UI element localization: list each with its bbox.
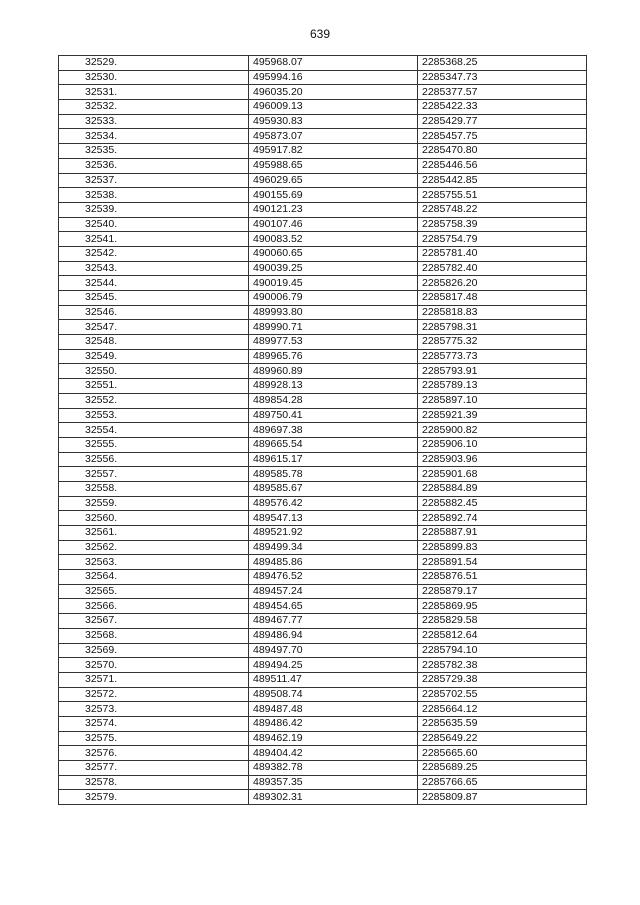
y-coordinate-cell: 2285635.59 bbox=[418, 716, 587, 731]
table-row bbox=[59, 716, 587, 731]
x-coordinate-cell: 490019.45 bbox=[249, 276, 418, 291]
y-coordinate-cell: 2285826.20 bbox=[418, 276, 587, 291]
table-row bbox=[59, 496, 587, 511]
point-number-cell: 32550. bbox=[59, 364, 249, 379]
table-row bbox=[59, 202, 587, 217]
table-row bbox=[59, 511, 587, 526]
y-coordinate-cell: 2285884.89 bbox=[418, 481, 587, 496]
y-coordinate-cell: 2285903.96 bbox=[418, 452, 587, 467]
point-number-cell: 32539. bbox=[59, 202, 249, 217]
table-row bbox=[59, 408, 587, 423]
x-coordinate-cell: 489585.67 bbox=[249, 481, 418, 496]
point-number-cell: 32565. bbox=[59, 584, 249, 599]
point-number-cell: 32576. bbox=[59, 746, 249, 761]
y-coordinate-cell: 2285758.39 bbox=[418, 217, 587, 232]
y-coordinate-cell: 2285789.13 bbox=[418, 379, 587, 394]
x-coordinate-cell: 490039.25 bbox=[249, 261, 418, 276]
table-row bbox=[59, 56, 587, 71]
point-number-cell: 32559. bbox=[59, 496, 249, 511]
y-coordinate-cell: 2285422.33 bbox=[418, 100, 587, 115]
y-coordinate-cell: 2285812.64 bbox=[418, 628, 587, 643]
coordinates-table bbox=[58, 55, 587, 805]
x-coordinate-cell: 489521.92 bbox=[249, 526, 418, 541]
point-number-cell: 32567. bbox=[59, 614, 249, 629]
y-coordinate-cell: 2285829.58 bbox=[418, 614, 587, 629]
point-number-cell: 32532. bbox=[59, 100, 249, 115]
point-number-cell: 32541. bbox=[59, 232, 249, 247]
x-coordinate-cell: 489585.78 bbox=[249, 467, 418, 482]
y-coordinate-cell: 2285892.74 bbox=[418, 511, 587, 526]
point-number-cell: 32537. bbox=[59, 173, 249, 188]
table-row bbox=[59, 672, 587, 687]
point-number-cell: 32563. bbox=[59, 555, 249, 570]
table-row bbox=[59, 70, 587, 85]
point-number-cell: 32529. bbox=[59, 56, 249, 71]
x-coordinate-cell: 489750.41 bbox=[249, 408, 418, 423]
x-coordinate-cell: 489665.54 bbox=[249, 437, 418, 452]
y-coordinate-cell: 2285748.22 bbox=[418, 202, 587, 217]
y-coordinate-cell: 2285818.83 bbox=[418, 305, 587, 320]
point-number-cell: 32534. bbox=[59, 129, 249, 144]
y-coordinate-cell: 2285775.32 bbox=[418, 335, 587, 350]
y-coordinate-cell: 2285794.10 bbox=[418, 643, 587, 658]
table-row bbox=[59, 775, 587, 790]
y-coordinate-cell: 2285906.10 bbox=[418, 437, 587, 452]
point-number-cell: 32547. bbox=[59, 320, 249, 335]
x-coordinate-cell: 495994.16 bbox=[249, 70, 418, 85]
x-coordinate-cell: 489302.31 bbox=[249, 790, 418, 805]
table-row bbox=[59, 85, 587, 100]
y-coordinate-cell: 2285773.73 bbox=[418, 349, 587, 364]
table-row bbox=[59, 232, 587, 247]
x-coordinate-cell: 490121.23 bbox=[249, 202, 418, 217]
x-coordinate-cell: 489467.77 bbox=[249, 614, 418, 629]
x-coordinate-cell: 489960.89 bbox=[249, 364, 418, 379]
table-row bbox=[59, 173, 587, 188]
table-row bbox=[59, 305, 587, 320]
point-number-cell: 32573. bbox=[59, 702, 249, 717]
table-row bbox=[59, 702, 587, 717]
y-coordinate-cell: 2285377.57 bbox=[418, 85, 587, 100]
table-row bbox=[59, 423, 587, 438]
x-coordinate-cell: 495988.65 bbox=[249, 158, 418, 173]
y-coordinate-cell: 2285817.48 bbox=[418, 291, 587, 306]
x-coordinate-cell: 489993.80 bbox=[249, 305, 418, 320]
table-row bbox=[59, 467, 587, 482]
point-number-cell: 32557. bbox=[59, 467, 249, 482]
x-coordinate-cell: 489487.48 bbox=[249, 702, 418, 717]
y-coordinate-cell: 2285702.55 bbox=[418, 687, 587, 702]
point-number-cell: 32546. bbox=[59, 305, 249, 320]
table-row bbox=[59, 540, 587, 555]
y-coordinate-cell: 2285754.79 bbox=[418, 232, 587, 247]
table-row bbox=[59, 188, 587, 203]
table-row bbox=[59, 437, 587, 452]
table-row bbox=[59, 393, 587, 408]
table-row bbox=[59, 555, 587, 570]
x-coordinate-cell: 489476.52 bbox=[249, 570, 418, 585]
x-coordinate-cell: 495873.07 bbox=[249, 129, 418, 144]
point-number-cell: 32551. bbox=[59, 379, 249, 394]
x-coordinate-cell: 489486.42 bbox=[249, 716, 418, 731]
x-coordinate-cell: 490060.65 bbox=[249, 246, 418, 261]
point-number-cell: 32561. bbox=[59, 526, 249, 541]
table-row bbox=[59, 261, 587, 276]
y-coordinate-cell: 2285809.87 bbox=[418, 790, 587, 805]
y-coordinate-cell: 2285755.51 bbox=[418, 188, 587, 203]
table-row bbox=[59, 379, 587, 394]
point-number-cell: 32533. bbox=[59, 114, 249, 129]
point-number-cell: 32531. bbox=[59, 85, 249, 100]
y-coordinate-cell: 2285891.54 bbox=[418, 555, 587, 570]
x-coordinate-cell: 489404.42 bbox=[249, 746, 418, 761]
y-coordinate-cell: 2285876.51 bbox=[418, 570, 587, 585]
x-coordinate-cell: 489499.34 bbox=[249, 540, 418, 555]
point-number-cell: 32562. bbox=[59, 540, 249, 555]
point-number-cell: 32575. bbox=[59, 731, 249, 746]
point-number-cell: 32556. bbox=[59, 452, 249, 467]
point-number-cell: 32560. bbox=[59, 511, 249, 526]
point-number-cell: 32571. bbox=[59, 672, 249, 687]
x-coordinate-cell: 489615.17 bbox=[249, 452, 418, 467]
y-coordinate-cell: 2285665.60 bbox=[418, 746, 587, 761]
y-coordinate-cell: 2285901.68 bbox=[418, 467, 587, 482]
point-number-cell: 32568. bbox=[59, 628, 249, 643]
point-number-cell: 32553. bbox=[59, 408, 249, 423]
point-number-cell: 32577. bbox=[59, 761, 249, 776]
point-number-cell: 32564. bbox=[59, 570, 249, 585]
y-coordinate-cell: 2285897.10 bbox=[418, 393, 587, 408]
y-coordinate-cell: 2285781.40 bbox=[418, 246, 587, 261]
x-coordinate-cell: 489977.53 bbox=[249, 335, 418, 350]
x-coordinate-cell: 496035.20 bbox=[249, 85, 418, 100]
y-coordinate-cell: 2285900.82 bbox=[418, 423, 587, 438]
y-coordinate-cell: 2285869.95 bbox=[418, 599, 587, 614]
x-coordinate-cell: 489508.74 bbox=[249, 687, 418, 702]
x-coordinate-cell: 489357.35 bbox=[249, 775, 418, 790]
table-row bbox=[59, 628, 587, 643]
point-number-cell: 32538. bbox=[59, 188, 249, 203]
x-coordinate-cell: 489928.13 bbox=[249, 379, 418, 394]
table-row bbox=[59, 129, 587, 144]
x-coordinate-cell: 495968.07 bbox=[249, 56, 418, 71]
y-coordinate-cell: 2285470.80 bbox=[418, 144, 587, 159]
table-row bbox=[59, 217, 587, 232]
point-number-cell: 32535. bbox=[59, 144, 249, 159]
x-coordinate-cell: 489486.94 bbox=[249, 628, 418, 643]
table-row bbox=[59, 114, 587, 129]
x-coordinate-cell: 489511.47 bbox=[249, 672, 418, 687]
table-row bbox=[59, 584, 587, 599]
point-number-cell: 32558. bbox=[59, 481, 249, 496]
x-coordinate-cell: 489382.78 bbox=[249, 761, 418, 776]
x-coordinate-cell: 489494.25 bbox=[249, 658, 418, 673]
y-coordinate-cell: 2285649.22 bbox=[418, 731, 587, 746]
point-number-cell: 32543. bbox=[59, 261, 249, 276]
point-number-cell: 32542. bbox=[59, 246, 249, 261]
y-coordinate-cell: 2285782.40 bbox=[418, 261, 587, 276]
table-row bbox=[59, 761, 587, 776]
table-row bbox=[59, 158, 587, 173]
x-coordinate-cell: 495930.83 bbox=[249, 114, 418, 129]
y-coordinate-cell: 2285899.83 bbox=[418, 540, 587, 555]
point-number-cell: 32578. bbox=[59, 775, 249, 790]
table-row bbox=[59, 349, 587, 364]
point-number-cell: 32570. bbox=[59, 658, 249, 673]
y-coordinate-cell: 2285457.75 bbox=[418, 129, 587, 144]
point-number-cell: 32555. bbox=[59, 437, 249, 452]
point-number-cell: 32579. bbox=[59, 790, 249, 805]
point-number-cell: 32545. bbox=[59, 291, 249, 306]
x-coordinate-cell: 496029.65 bbox=[249, 173, 418, 188]
table-row bbox=[59, 599, 587, 614]
y-coordinate-cell: 2285879.17 bbox=[418, 584, 587, 599]
table-row bbox=[59, 335, 587, 350]
point-number-cell: 32530. bbox=[59, 70, 249, 85]
y-coordinate-cell: 2285766.65 bbox=[418, 775, 587, 790]
x-coordinate-cell: 489457.24 bbox=[249, 584, 418, 599]
y-coordinate-cell: 2285664.12 bbox=[418, 702, 587, 717]
x-coordinate-cell: 489485.86 bbox=[249, 555, 418, 570]
x-coordinate-cell: 489697.38 bbox=[249, 423, 418, 438]
point-number-cell: 32569. bbox=[59, 643, 249, 658]
y-coordinate-cell: 2285798.31 bbox=[418, 320, 587, 335]
x-coordinate-cell: 489462.19 bbox=[249, 731, 418, 746]
point-number-cell: 32549. bbox=[59, 349, 249, 364]
x-coordinate-cell: 489497.70 bbox=[249, 643, 418, 658]
x-coordinate-cell: 490083.52 bbox=[249, 232, 418, 247]
x-coordinate-cell: 490155.69 bbox=[249, 188, 418, 203]
table-row bbox=[59, 731, 587, 746]
point-number-cell: 32566. bbox=[59, 599, 249, 614]
x-coordinate-cell: 489990.71 bbox=[249, 320, 418, 335]
table-row bbox=[59, 364, 587, 379]
x-coordinate-cell: 489854.28 bbox=[249, 393, 418, 408]
y-coordinate-cell: 2285782.38 bbox=[418, 658, 587, 673]
y-coordinate-cell: 2285347.73 bbox=[418, 70, 587, 85]
point-number-cell: 32574. bbox=[59, 716, 249, 731]
x-coordinate-cell: 490107.46 bbox=[249, 217, 418, 232]
point-number-cell: 32572. bbox=[59, 687, 249, 702]
table-row bbox=[59, 614, 587, 629]
x-coordinate-cell: 489965.76 bbox=[249, 349, 418, 364]
y-coordinate-cell: 2285887.91 bbox=[418, 526, 587, 541]
x-coordinate-cell: 490006.79 bbox=[249, 291, 418, 306]
table-row bbox=[59, 320, 587, 335]
table-row bbox=[59, 526, 587, 541]
x-coordinate-cell: 495917.82 bbox=[249, 144, 418, 159]
y-coordinate-cell: 2285882.45 bbox=[418, 496, 587, 511]
y-coordinate-cell: 2285429.77 bbox=[418, 114, 587, 129]
table-row bbox=[59, 643, 587, 658]
coordinates-table-body bbox=[59, 56, 587, 805]
y-coordinate-cell: 2285689.25 bbox=[418, 761, 587, 776]
x-coordinate-cell: 496009.13 bbox=[249, 100, 418, 115]
point-number-cell: 32554. bbox=[59, 423, 249, 438]
y-coordinate-cell: 2285442.85 bbox=[418, 173, 587, 188]
table-row bbox=[59, 570, 587, 585]
x-coordinate-cell: 489547.13 bbox=[249, 511, 418, 526]
table-row bbox=[59, 790, 587, 805]
y-coordinate-cell: 2285793.91 bbox=[418, 364, 587, 379]
table-row bbox=[59, 276, 587, 291]
y-coordinate-cell: 2285446.56 bbox=[418, 158, 587, 173]
table-row bbox=[59, 144, 587, 159]
point-number-cell: 32544. bbox=[59, 276, 249, 291]
table-row bbox=[59, 746, 587, 761]
table-row bbox=[59, 481, 587, 496]
table-row bbox=[59, 452, 587, 467]
x-coordinate-cell: 489576.42 bbox=[249, 496, 418, 511]
table-row bbox=[59, 658, 587, 673]
y-coordinate-cell: 2285921.39 bbox=[418, 408, 587, 423]
point-number-cell: 32536. bbox=[59, 158, 249, 173]
y-coordinate-cell: 2285368.25 bbox=[418, 56, 587, 71]
x-coordinate-cell: 489454.65 bbox=[249, 599, 418, 614]
table-row bbox=[59, 100, 587, 115]
table-row bbox=[59, 291, 587, 306]
point-number-cell: 32552. bbox=[59, 393, 249, 408]
point-number-cell: 32548. bbox=[59, 335, 249, 350]
y-coordinate-cell: 2285729.38 bbox=[418, 672, 587, 687]
table-row bbox=[59, 246, 587, 261]
page-number: 639 bbox=[309, 27, 331, 41]
table-row bbox=[59, 687, 587, 702]
point-number-cell: 32540. bbox=[59, 217, 249, 232]
